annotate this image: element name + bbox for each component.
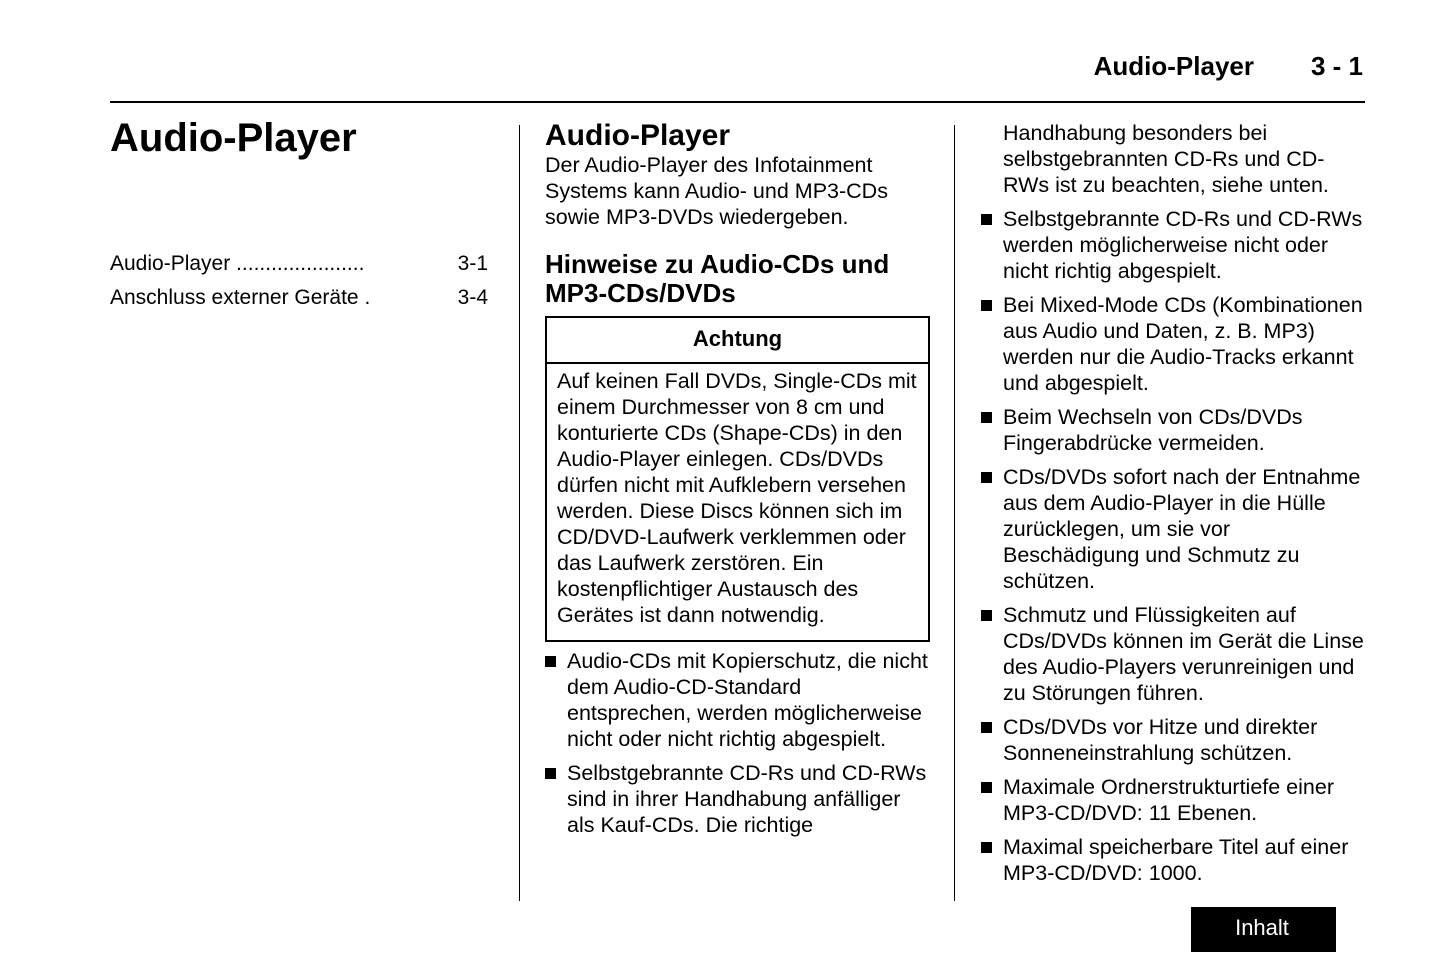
middle-column	[545, 120, 930, 838]
right-column	[981, 120, 1366, 886]
warning-text: Auf keinen Fall DVDs, Single-CDs mit einem Durchmesser von 8 cm und konturierte CDs (Shape-CDs) in den Audio-Player einlegen. CDs/DVDs dürfen nicht mit Aufklebern versehen werden. Diese Discs können sich im CD/DVD-Laufwerk verklemmen oder das Laufwerk zerstören. Ein kostenpflichtiger Austausch des Gerätes ist dann notwendig.	[557, 369, 917, 627]
toc-entry-page[interactable]: 3-4	[457, 286, 488, 309]
notes-list	[545, 648, 930, 838]
chapter-title: Audio-Player	[110, 116, 357, 160]
notes-list-continued	[981, 206, 1366, 886]
subsection-heading: Hinweise zu Audio-CDs und MP3-CDs/DVDs	[545, 249, 890, 308]
header-rule	[110, 101, 1365, 103]
list-item: Beim Wechseln von CDs/DVDs Fingerabdrücke vermeiden.	[981, 404, 1366, 456]
column-divider-right	[954, 125, 955, 901]
table-of-contents	[110, 250, 488, 318]
list-item: Selbstgebrannte CD-Rs und CD-RWs werden möglicherweise nicht oder nicht richtig abgespielt.	[981, 206, 1366, 284]
continued-paragraph: Handhabung besonders bei selbstgebrannten CD-Rs und CD-RWs ist zu beachten, siehe unten.	[1003, 121, 1329, 197]
toc-entry[interactable]	[110, 250, 488, 284]
toc-entry-label[interactable]: Anschluss externer Geräte .	[110, 286, 371, 309]
toc-entry[interactable]	[110, 284, 488, 318]
running-header-title: Audio-Player	[1093, 51, 1254, 81]
column-divider-left	[519, 125, 520, 901]
warning-title: Achtung	[547, 318, 928, 364]
list-item: Schmutz und Flüssigkeiten auf CDs/DVDs können im Gerät die Linse des Audio-Players verunreinigen und zu Störungen führen.	[981, 602, 1366, 706]
list-item: Audio-CDs mit Kopierschutz, die nicht dem Audio-CD-Standard entsprechen, werden möglicherweise nicht oder nicht richtig abgespielt.	[545, 648, 930, 752]
list-item: CDs/DVDs vor Hitze und direkter Sonneneinstrahlung schützen.	[981, 714, 1366, 766]
warning-box	[545, 316, 930, 642]
intro-paragraph: Der Audio-Player des Infotainment Systems kann Audio- und MP3-CDs sowie MP3-DVDs wiedergeben.	[545, 153, 888, 229]
section-heading: Audio-Player	[545, 119, 731, 152]
list-item: Maximale Ordnerstrukturtiefe einer MP3-CD/DVD: 11 Ebenen.	[981, 774, 1366, 826]
toc-entry-page[interactable]: 3-1	[457, 252, 488, 275]
page-number: 3 - 1	[1310, 51, 1363, 81]
contents-button[interactable]: Inhalt	[1188, 902, 1336, 952]
list-item: CDs/DVDs sofort nach der Entnahme aus dem Audio-Player in die Hülle zurücklegen, um sie vor Beschädigung und Schmutz zu schützen.	[981, 464, 1366, 594]
list-item: Bei Mixed-Mode CDs (Kombinationen aus Audio und Daten, z. B. MP3) werden nur die Audio-Tracks erkannt und abgespielt.	[981, 292, 1366, 396]
list-item: Selbstgebrannte CD-Rs und CD-RWs sind in ihrer Handhabung anfälliger als Kauf-CDs. Die richtige	[545, 760, 930, 838]
list-item: Maximal speicherbare Titel auf einer MP3-CD/DVD: 1000.	[981, 834, 1366, 886]
toc-entry-label[interactable]: Audio-Player ......................	[110, 252, 365, 275]
